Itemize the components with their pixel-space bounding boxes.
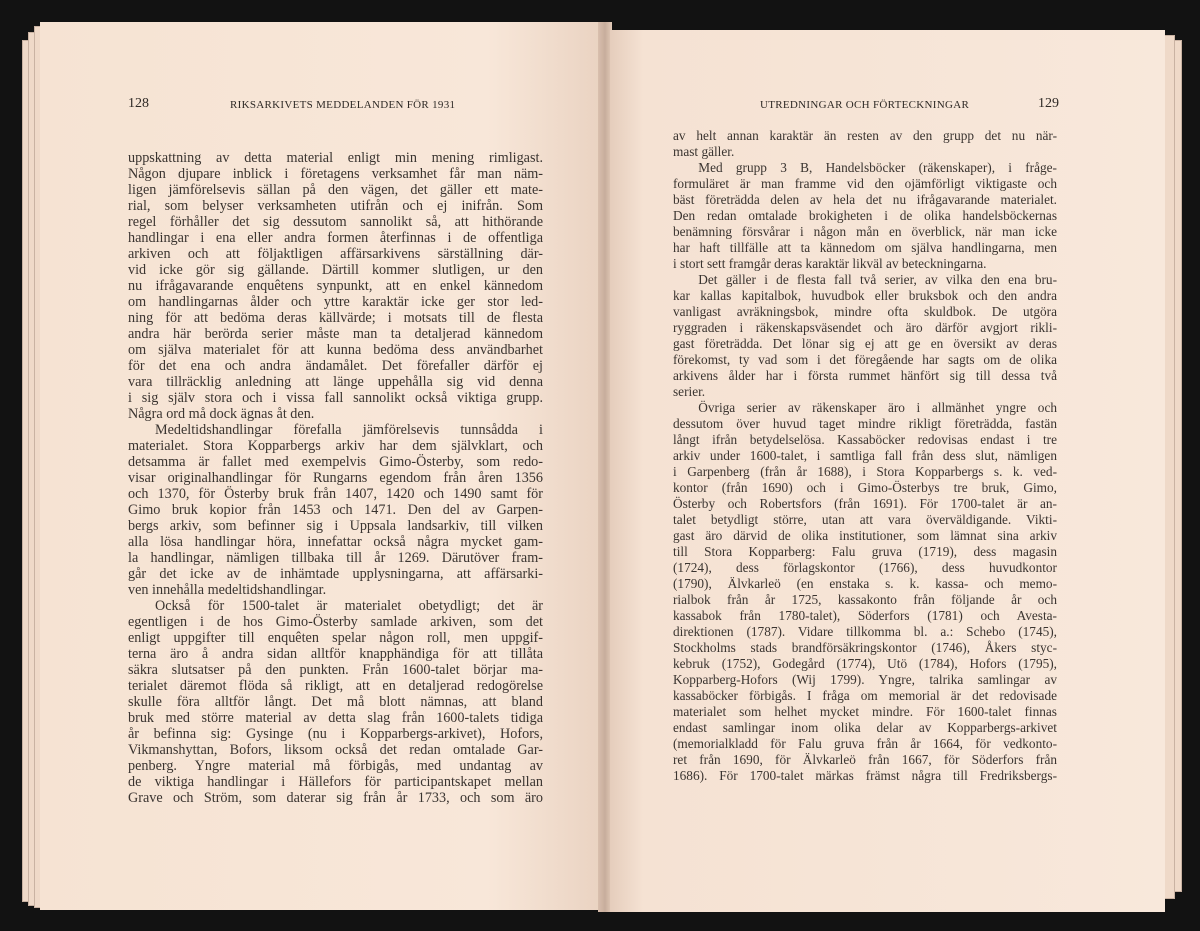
paragraph: [673, 400, 1057, 784]
text-line: bäst företrädda delen av hela det nu ifrågavarande materialet.: [673, 192, 1057, 207]
text-line: andra här berörda serier måste man ta detaljerad kännedom: [128, 326, 543, 342]
text-line: arkiven och att följaktligen affärsarkivens särställning där-: [128, 246, 543, 262]
text-line: terna äro å andra sidan alltför knapphändiga för att tillåta: [128, 646, 543, 662]
text-line: de viktiga handlingar i Hällefors för participantskapet mellan: [128, 774, 543, 790]
text-line: terialet däremot flöda så rikligt, att en detaljerad redogörelse: [128, 678, 543, 694]
text-line: penberg. Yngre material må förbigås, med undantag av: [128, 758, 543, 774]
text-line: gast företrädda. Det lönar sig ej att ge en översikt av deras: [673, 336, 1057, 351]
text-line: rialbok från år 1725, kassakonto från följande år och: [673, 592, 1057, 607]
text-line: Den redan omtalade brokigheten i de olika handelsböckernas: [673, 208, 1057, 223]
text-line: om själva materialet för att kunna bedöma dess användbarhet: [128, 342, 543, 358]
text-line: handlingar i ena eller andra formen återfinnas i de offentliga: [128, 230, 543, 246]
paragraph: [673, 128, 1057, 160]
text-line: kassabok från 1780-talet), Söderfors (1781) och Avesta-: [673, 608, 1057, 623]
text-line: Övriga serier av räkenskaper äro i allmänhet yngre och: [698, 400, 1057, 415]
text-line: ligen jämförelsevis sällan på den vägen, det gäller ett mate-: [128, 182, 543, 198]
paragraph: [673, 272, 1057, 400]
text-line: bruk med större material av detta slag från 1600-talets tidiga: [128, 710, 543, 726]
text-line: materialet. Stora Kopparbergs arkiv har dem självklart, och: [128, 438, 543, 454]
left-page: [40, 22, 600, 910]
text-line: regel förhåller det sig dessutom sannolikt så, att hithörande: [128, 214, 543, 230]
text-line: Det gäller i de flesta fall två serier, av vilka den ena bru-: [698, 272, 1057, 287]
text-line: Kopparberg-Hofors (Wij 1799). Yngre, talrika samlingar av: [673, 672, 1057, 687]
text-line: mast gäller.: [673, 144, 735, 159]
right-page-body-text: [673, 128, 1057, 784]
page-number: 128: [128, 96, 149, 111]
text-line: kassaböcker förbigås. I fråga om memorial är det redovisade: [673, 688, 1057, 703]
text-line: förekomst, ty vad som i det föregående har sagts om de olika: [673, 352, 1057, 367]
text-line: kar kallas kapitalbok, huvudbok eller bruksbok och den andra: [673, 288, 1057, 303]
text-line: talet betydligt större, utan att vara överväldigande. Vikti-: [673, 512, 1057, 527]
text-line: 1686). För 1700-talet märkas främst några till Fredriksbergs-: [673, 768, 1057, 783]
text-line: Gimo bruk kopior från 1453 och 1471. Den del av Garpen-: [128, 502, 543, 518]
text-line: vara tillräcklig anledning att länge uppehålla sig vid denna: [128, 374, 543, 390]
text-line: Vikmanshyttan, Bofors, liksom också det redan omtalade Gar-: [128, 742, 543, 758]
text-line: arkiv under 1600-talet, i samtliga fall från dess slut, nämligen: [673, 448, 1057, 463]
text-line: detsamma är fallet med exempelvis Gimo-Österby, som redo-: [128, 454, 543, 470]
text-line: ning för att bedöma deras källvärde; i motsats till de flesta: [128, 310, 543, 326]
text-line: Grave och Ström, som daterar sig från år 1733, och som äro: [128, 790, 543, 806]
text-line: om handlingarnas ålder och yttre karaktär icke ger stor led-: [128, 294, 543, 310]
text-line: alla lösa handlingar höra, innefattar också några mycket gam-: [128, 534, 543, 550]
text-line: Stockholms stads brandförsäkringskontor (1746), Åkers styc-: [673, 640, 1057, 655]
text-line: av helt annan karaktär än resten av den grupp det nu när-: [673, 128, 1057, 143]
text-line: till Stora Kopparberg: Falu gruva (1719), dess magasin: [673, 544, 1057, 559]
text-line: ret från 1690, för Älvkarleö från 1667, för Söderfors från: [673, 752, 1057, 767]
text-line: vanligast avräkningsbok, mindre ofta skuldbok. De utgöra: [673, 304, 1057, 319]
text-line: i sig själv stora och i vissa fall sannolikt också viktiga grupp.: [128, 390, 543, 406]
paragraph: [128, 150, 543, 422]
text-line: långt ifrån betydelselösa. Kassaböcker redovisas endast i tre: [673, 432, 1057, 447]
text-line: Österby och Robertsfors (från 1691). För 1700-talet är an-: [673, 496, 1057, 511]
text-line: i stort sett framgår deras karaktär likväl av beteckningarna.: [673, 256, 987, 271]
text-line: ryggraden i räkenskapsväsendet och äro därför avgjort rikli-: [673, 320, 1057, 335]
right-page: [610, 30, 1165, 912]
text-line: direktionen (1787). Vidare tillkomma bl. a.: Schebo (1745),: [673, 624, 1057, 639]
text-line: arkivens ålder har i första rummet hänfört sig till dessa två: [673, 368, 1057, 383]
text-line: Också för 1500-talet är materialet obetydligt; det är: [154, 598, 543, 614]
text-line: serier.: [673, 384, 706, 399]
text-line: gast äro därvid de olika institutioner, som lämnat sina arkiv: [673, 528, 1057, 543]
text-line: Några ord må dock ägnas åt den.: [128, 406, 315, 422]
text-line: har haft tillfälle att ta kännedom om själva handlingarna, men: [673, 240, 1057, 255]
paragraph: [673, 160, 1057, 272]
text-line: Medeltidshandlingar förefalla jämförelsevis tunnsådda i: [154, 422, 543, 438]
page-number: 129: [1038, 96, 1059, 111]
text-line: egentligen i de hos Gimo-Österby samlade arkiven, som det: [128, 614, 543, 630]
text-line: går det icke av de inhämtade upplysningarna, att affärsarki-: [128, 566, 543, 582]
text-line: för det ena och andra ändamålet. Det förefaller därför ej: [128, 358, 543, 374]
running-head: UTREDNINGAR OCH FÖRTECKNINGAR: [760, 99, 970, 111]
text-line: i Garpenberg (från år 1688), i Stora Kopparbergs s. k. ved-: [673, 464, 1057, 479]
text-line: benämning försvårar i någon mån en överblick, när man icke: [673, 224, 1057, 239]
text-line: och 1370, för Österby bruk från 1407, 1420 och 1490 samt för: [128, 486, 543, 502]
text-line: år befinna sig: Gysinge (nu i Kopparbergs-arkivet), Hofors,: [128, 726, 543, 742]
text-line: bergs arkiv, som befinner sig i Uppsala landsarkiv, till vilken: [128, 518, 543, 534]
text-line: Någon djupare inblick i företagens verksamhet får man näm-: [128, 166, 543, 182]
text-line: vid icke gör sig gällande. Därtill kommer slutligen, ur den: [128, 262, 543, 278]
text-line: nu ifrågavarande enquêtens synpunkt, att en enkel kännedom: [128, 278, 543, 294]
text-line: dessutom över huvud taget mindre rikligt företrädda, fastän: [673, 416, 1057, 431]
text-line: säkra slutsatser på den punkten. Från 1600-talet börjar ma-: [128, 662, 543, 678]
text-line: skulle föra alltför långt. Det må blott nämnas, att bland: [128, 694, 543, 710]
text-line: ven innehålla medeltidshandlingar.: [128, 582, 327, 598]
text-line: rial, som belyser verksamheten utifrån och ej inifrån. Som: [128, 198, 543, 214]
paragraph: [128, 422, 543, 598]
text-line: endast samlingar inom olika delar av Kopparbergs-arkivet: [673, 720, 1057, 735]
left-page-body-text: [128, 150, 543, 806]
text-line: materialet som helhet mycket mindre. För 1600-talet finnas: [673, 704, 1057, 719]
text-line: (1724), dess förlagskontor (1766), dess huvudkontor: [673, 560, 1057, 575]
paragraph: [128, 598, 543, 806]
text-line: Med grupp 3 B, Handelsböcker (räkenskaper), i fråge-: [698, 160, 1057, 175]
text-line: la handlingar, nämligen tillbaka till år 1269. Därutöver fram-: [128, 550, 543, 566]
text-line: visar originalhandlingar för Rungarns egendom från åren 1356: [128, 470, 543, 486]
running-head: RIKSARKIVETS MEDDELANDEN FÖR 1931: [230, 99, 456, 111]
text-line: kebruk (1752), Godegård (1774), Utö (1784), Hofors (1795),: [673, 656, 1057, 671]
text-line: (memorialkladd för Falu gruva från år 1664, för vedkonto-: [673, 736, 1057, 751]
text-line: uppskattning av detta material enligt min mening rimligast.: [128, 150, 543, 166]
text-line: kontor (från 1690) och i Gimo-Österbys tre bruk, Gimo,: [673, 480, 1057, 495]
text-line: (1790), Älvkarleö (en enstaka s. k. kassa- och memo-: [673, 576, 1057, 591]
text-line: formuläret är man framme vid den ojämförligt viktigaste och: [673, 176, 1057, 191]
text-line: enligt uppgifter till enquêten spelar någon roll, men uppgif-: [128, 630, 543, 646]
